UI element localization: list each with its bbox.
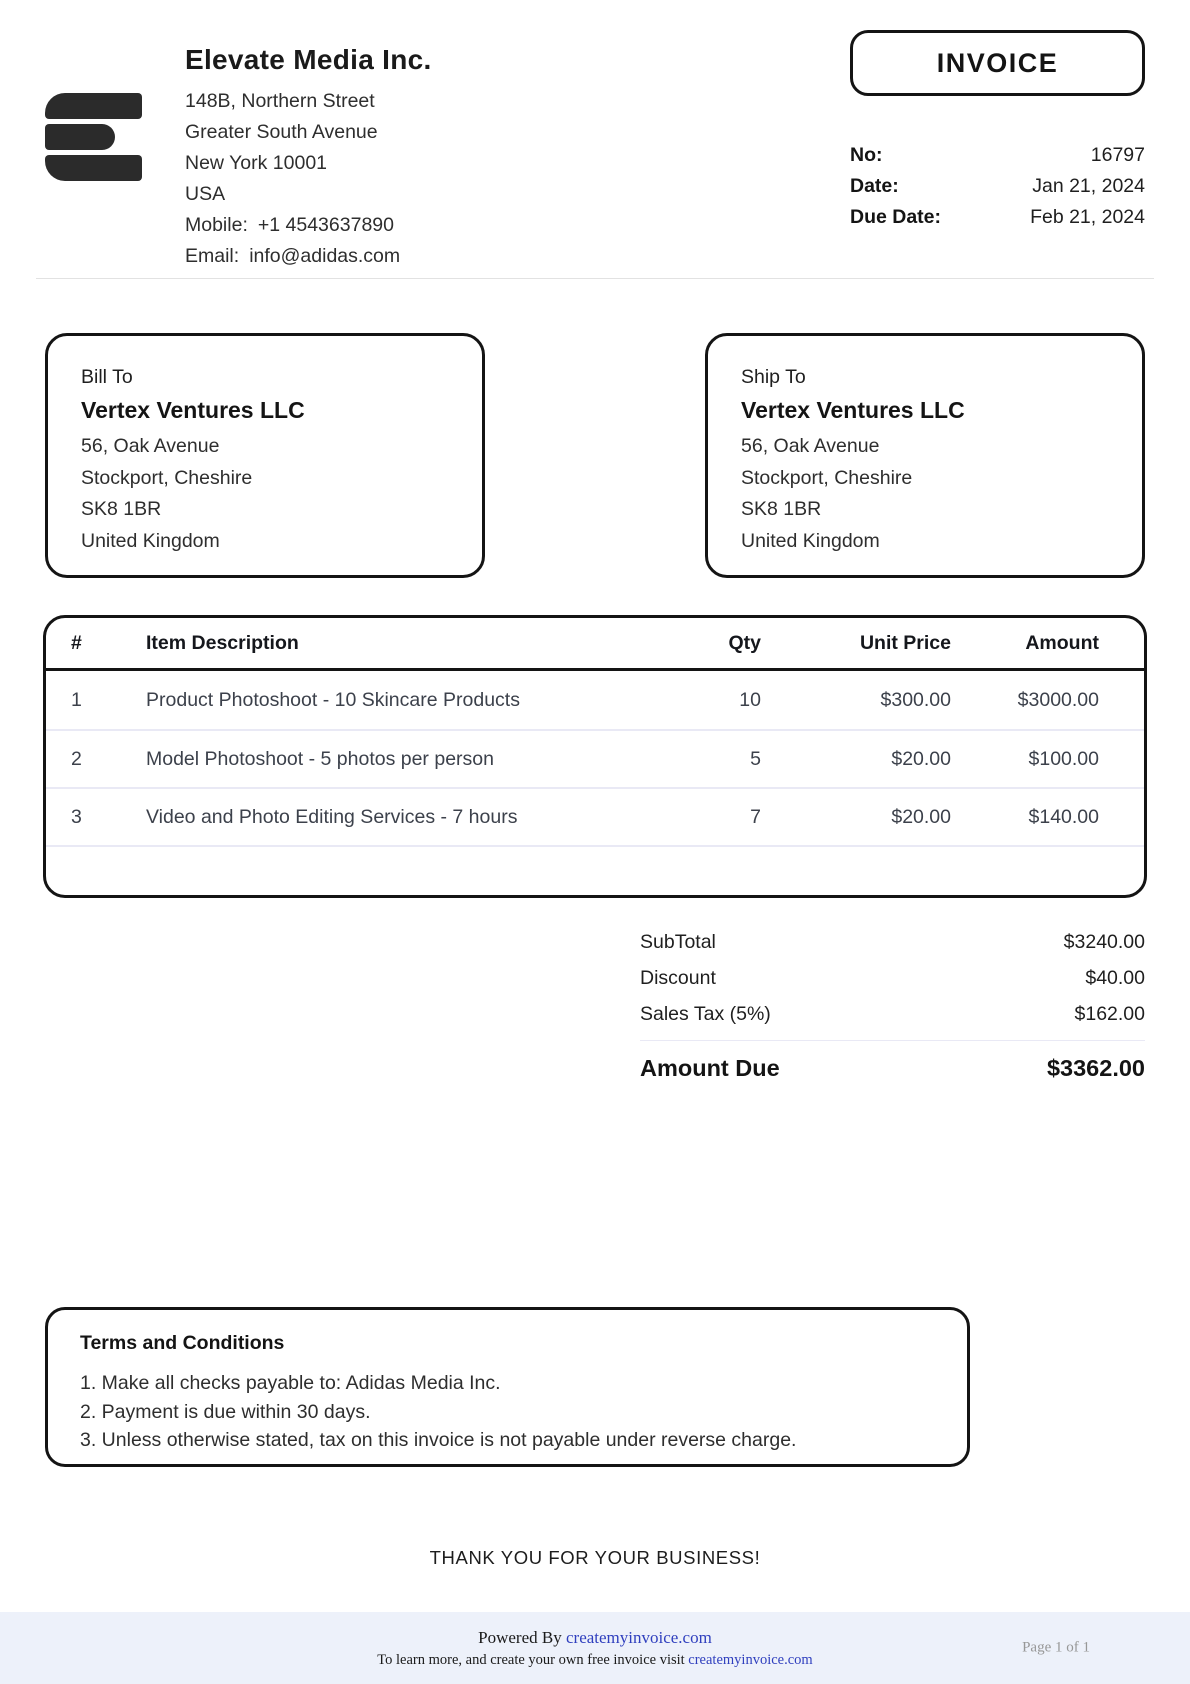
discount-value: $40.00 (1085, 967, 1145, 989)
item-number: 1 (71, 688, 82, 711)
totals-divider (640, 1040, 1145, 1041)
items-table (43, 615, 1147, 898)
item-amount: $100.00 (1028, 747, 1099, 770)
invoice-meta (850, 140, 1145, 233)
company-logo-e-icon (45, 93, 142, 181)
item-unit-price: $20.00 (891, 805, 951, 828)
table-empty-row (46, 845, 1144, 895)
table-row (46, 671, 1144, 729)
address-line: Greater South Avenue (185, 121, 378, 143)
amount-due-row (640, 1051, 1145, 1085)
parties-section (0, 333, 1190, 578)
item-amount: $3000.00 (1017, 688, 1099, 711)
col-header-description: Item Description (146, 631, 299, 654)
invoice-date-value: Jan 21, 2024 (1032, 175, 1145, 197)
invoice-number-value: 16797 (1090, 144, 1145, 166)
subtotal-label: SubTotal (640, 931, 716, 953)
email-value: info@adidas.com (249, 245, 401, 267)
powered-by-line (478, 1628, 712, 1648)
createmyinvoice-link[interactable]: createmyinvoice.com (688, 1651, 813, 1668)
address-line: USA (185, 183, 226, 205)
invoice-due-date-label: Due Date: (850, 206, 942, 228)
powered-by-text: Powered By (478, 1627, 566, 1647)
subtotal-value: $3240.00 (1063, 931, 1145, 953)
bill-to-address (81, 431, 462, 557)
bill-to-name: Vertex Ventures LLC (81, 397, 305, 423)
thank-you-message: THANK YOU FOR YOUR BUSINESS! (429, 1547, 761, 1568)
col-header-amount: Amount (1025, 631, 1099, 654)
address-line: 56, Oak Avenue (81, 435, 220, 457)
invoice-due-date-value: Feb 21, 2024 (1030, 206, 1145, 228)
items-table-header (46, 618, 1144, 671)
header-divider (36, 278, 1154, 279)
company-address (185, 86, 432, 272)
learn-more-text: To learn more, and create your own free invoice visit (377, 1651, 689, 1668)
table-row (46, 787, 1144, 845)
ship-to-box (705, 333, 1145, 578)
totals-section (640, 924, 1145, 1085)
item-description: Model Photoshoot - 5 photos per person (146, 747, 494, 770)
ship-to-address (741, 431, 1122, 557)
footer-center (0, 1612, 1190, 1684)
company-email (185, 241, 432, 272)
address-line: 148B, Northern Street (185, 90, 375, 112)
item-qty: 7 (750, 805, 761, 828)
item-qty: 10 (739, 688, 761, 711)
address-line: 56, Oak Avenue (741, 435, 880, 457)
invoice-number-row (850, 140, 1145, 171)
ship-to-name: Vertex Ventures LLC (741, 397, 965, 423)
mobile-label: Mobile: (185, 214, 248, 236)
col-header-number: # (71, 631, 82, 654)
bill-to-heading: Bill To (81, 366, 133, 388)
sales-tax-row (640, 996, 1145, 1032)
amount-due-label: Amount Due (640, 1055, 780, 1081)
address-line: Stockport, Cheshire (81, 466, 253, 489)
item-number: 2 (71, 747, 82, 770)
logo-bar (45, 155, 142, 181)
invoice-due-date-row (850, 202, 1145, 233)
page-number: Page 1 of 1 (1022, 1639, 1090, 1656)
logo-bar (45, 93, 142, 119)
invoice-number-label: No: (850, 144, 883, 166)
company-mobile (185, 210, 432, 241)
terms-item: 1. Make all checks payable to: Adidas Media Inc. (80, 1372, 501, 1394)
item-description: Video and Photo Editing Services - 7 hours (146, 805, 518, 828)
terms-item: 3. Unless otherwise stated, tax on this invoice is not payable under reverse charge. (80, 1429, 797, 1451)
terms-and-conditions-box (45, 1307, 970, 1467)
address-line: SK8 1BR (741, 498, 822, 520)
invoice-title-badge: INVOICE (850, 30, 1145, 96)
mobile-value: +1 4543637890 (257, 214, 394, 236)
header (0, 0, 1190, 272)
company-name: Elevate Media Inc. (185, 44, 432, 75)
table-row (46, 729, 1144, 787)
address-line: SK8 1BR (81, 498, 162, 520)
terms-item: 2. Payment is due within 30 days. (80, 1400, 371, 1423)
item-amount: $140.00 (1028, 805, 1099, 828)
logo-column (45, 30, 185, 272)
ship-to-heading: Ship To (741, 366, 806, 388)
subtotal-row (640, 924, 1145, 960)
invoice-date-row (850, 171, 1145, 202)
invoice-date-label: Date: (850, 175, 899, 197)
bill-to-box (45, 333, 485, 578)
footer-bar (0, 1612, 1190, 1684)
amount-due-value: $3362.00 (1046, 1055, 1145, 1081)
terms-heading: Terms and Conditions (80, 1332, 285, 1354)
item-unit-price: $300.00 (880, 688, 951, 711)
company-info (185, 42, 432, 272)
discount-label: Discount (640, 967, 716, 989)
discount-row (640, 960, 1145, 996)
address-line: United Kingdom (81, 529, 220, 552)
terms-list (80, 1369, 943, 1455)
logo-bar (45, 124, 115, 150)
item-unit-price: $20.00 (891, 747, 951, 770)
sales-tax-value: $162.00 (1074, 1003, 1145, 1025)
address-line: New York 10001 (185, 152, 328, 174)
invoice-header-block (850, 30, 1145, 272)
learn-more-line (377, 1652, 812, 1669)
sales-tax-label: Sales Tax (5%) (640, 1003, 771, 1025)
createmyinvoice-link[interactable]: createmyinvoice.com (565, 1627, 712, 1647)
col-header-qty: Qty (728, 631, 761, 654)
address-line: Stockport, Cheshire (741, 466, 913, 489)
item-description: Product Photoshoot - 10 Skincare Products (146, 688, 520, 711)
address-line: United Kingdom (741, 529, 880, 552)
col-header-unit-price: Unit Price (859, 631, 951, 654)
email-label: Email: (185, 245, 240, 267)
item-number: 3 (71, 805, 82, 828)
item-qty: 5 (750, 747, 761, 770)
